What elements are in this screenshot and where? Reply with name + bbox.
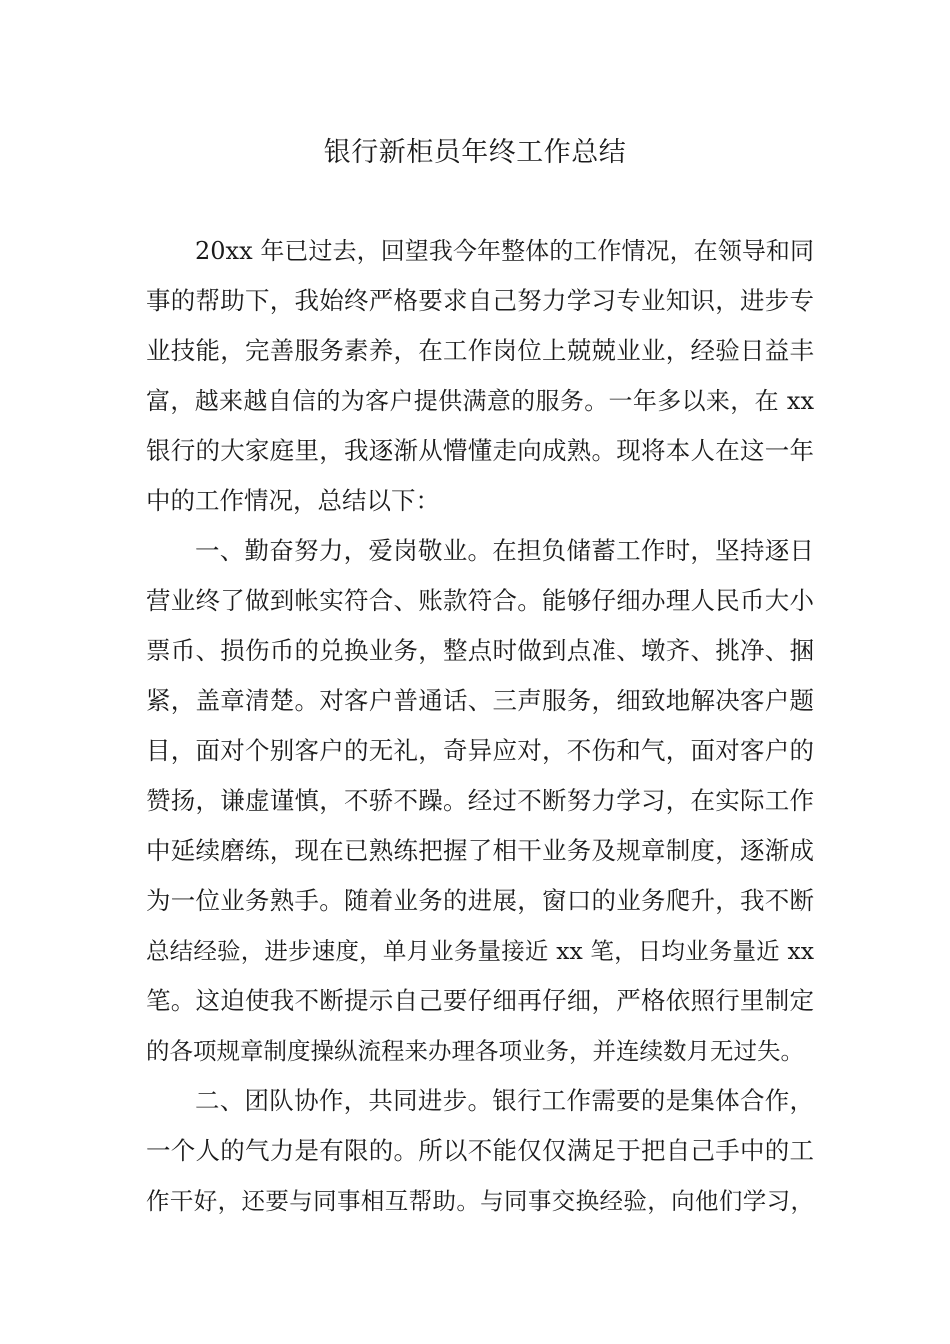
body-text-line: 中延续磨练，现在已熟练把握了相干业务及规章制度，逐渐成	[146, 836, 814, 865]
document-body	[146, 226, 814, 1226]
body-text-line: 业技能，完善服务素养，在工作岗位上兢兢业业，经验日益丰	[146, 336, 814, 365]
body-text-line: 笔。这迫使我不断提示自己要仔细再仔细，严格依照行里制定	[146, 986, 814, 1015]
body-text-line: 一个人的气力是有限的。所以不能仅仅满足于把自己手中的工	[146, 1136, 814, 1165]
body-text-line: 银行的大家庭里，我逐渐从懵懂走向成熟。现将本人在这一年	[146, 436, 814, 465]
document-title: 银行新柜员年终工作总结	[323, 137, 627, 168]
body-text-line: 作干好，还要与同事相互帮助。与同事交换经验，向他们学习，	[146, 1187, 814, 1215]
body-text-line: 中的工作情况，总结以下：	[146, 486, 440, 515]
body-text-line: 为一位业务熟手。随着业务的进展，窗口的业务爬升，我不断	[146, 886, 814, 915]
body-text-line: 20xx 年已过去，回望我今年整体的工作情况，在领导和同	[195, 237, 814, 265]
body-text-line: 赞扬，谦虚谨慎，不骄不躁。经过不断努力学习，在实际工作	[146, 786, 814, 815]
body-text-line: 的各项规章制度操纵流程来办理各项业务，并连续数月无过失。	[146, 1037, 804, 1065]
body-text-line: 一、勤奋努力，爱岗敬业。在担负储蓄工作时，坚持逐日	[195, 536, 814, 565]
body-text-line: 票币、损伤币的兑换业务，整点时做到点准、墩齐、挑净、捆	[146, 636, 814, 665]
body-text-line: 营业终了做到帐实符合、账款符合。能够仔细办理人民币大小	[146, 586, 814, 615]
body-text-line: 总结经验，进步速度，单月业务量接近 xx 笔，日均业务量近 xx	[146, 937, 814, 965]
body-text-line: 事的帮助下，我始终严格要求自己努力学习专业知识，进步专	[146, 286, 814, 315]
body-text-line: 富，越来越自信的为客户提供满意的服务。一年多以来，在 xx	[146, 387, 814, 415]
body-text-line: 紧，盖章清楚。对客户普通话、三声服务，细致地解决客户题	[146, 686, 814, 715]
body-text-line: 二、团队协作，共同进步。银行工作需要的是集体合作，	[195, 1086, 814, 1115]
body-text-line: 目，面对个别客户的无礼，奇异应对，不伤和气，面对客户的	[146, 736, 814, 765]
